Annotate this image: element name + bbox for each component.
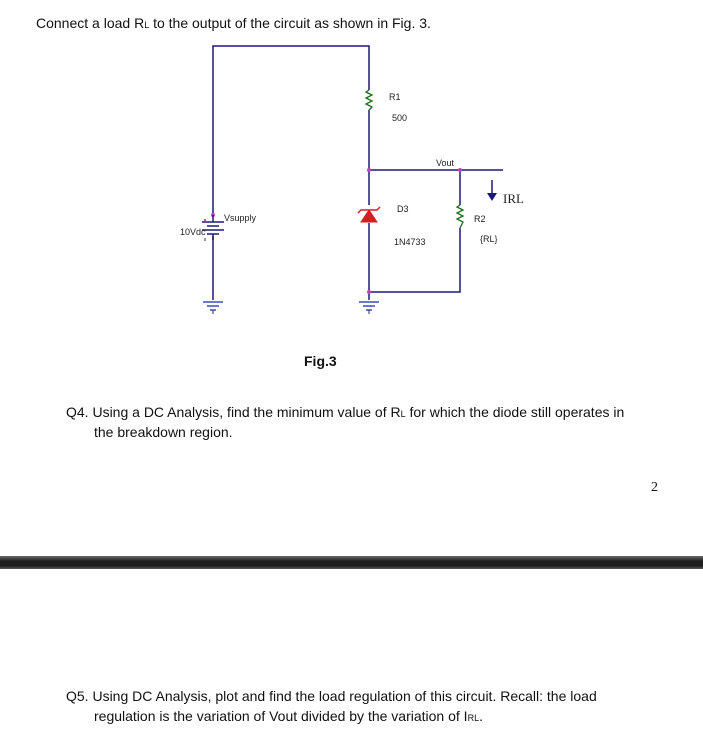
ground-symbol-left — [203, 302, 223, 314]
question-4-line-2: the breakdown region. — [94, 424, 233, 440]
resistor-r2-symbol — [457, 205, 463, 228]
intro-subscript: L — [144, 20, 150, 30]
page-number: 2 — [651, 480, 658, 495]
q4-text-end: for which the diode still operates in — [405, 404, 625, 420]
q4-text-start: Q4. Using a DC Analysis, find the minimum value of R — [66, 404, 401, 420]
d3-name-label: D3 — [397, 204, 409, 214]
current-arrow-icon — [487, 180, 497, 201]
r2-value-label: {RL} — [480, 234, 498, 244]
irl-label: IRL — [503, 191, 524, 206]
circuit-nodes — [211, 168, 462, 294]
wire-top-loop — [213, 46, 369, 215]
question-5-line-1: Q5. Using DC Analysis, plot and find the load regulation of this circuit. Recall: the load — [66, 688, 597, 704]
intro-text-start: Connect a load R — [36, 15, 145, 31]
vsupply-name-label: Vsupply — [224, 213, 257, 223]
page-break-divider — [0, 556, 703, 569]
q4-subscript: L — [400, 409, 406, 419]
d3-part-label: 1N4733 — [394, 237, 426, 247]
r1-name-label: R1 — [389, 92, 401, 102]
q5-text-end: . — [479, 708, 483, 724]
node-dot-right — [458, 168, 462, 172]
r2-name-label: R2 — [474, 214, 486, 224]
figure-caption: Fig.3 — [304, 353, 337, 369]
r1-value-label: 500 — [392, 113, 408, 123]
vout-label: Vout — [436, 158, 455, 168]
q5-text-start: regulation is the variation of Vout divided by the variation of I — [94, 708, 468, 724]
question-4-line-1 — [66, 402, 624, 424]
ground-symbol-right — [359, 302, 379, 314]
circuit-wires — [213, 46, 503, 300]
vsupply-value-label: 10Vdc — [180, 227, 206, 237]
node-dot-bottom — [367, 290, 371, 294]
intro-text-end: to the output of the circuit as shown in Fig. 3. — [149, 15, 431, 31]
zener-diode-d3-symbol — [358, 207, 380, 222]
question-5-line-2 — [94, 706, 483, 728]
node-dot-top — [367, 168, 371, 172]
q5-subscript: RL — [467, 713, 480, 723]
resistor-r1-symbol — [366, 90, 372, 110]
